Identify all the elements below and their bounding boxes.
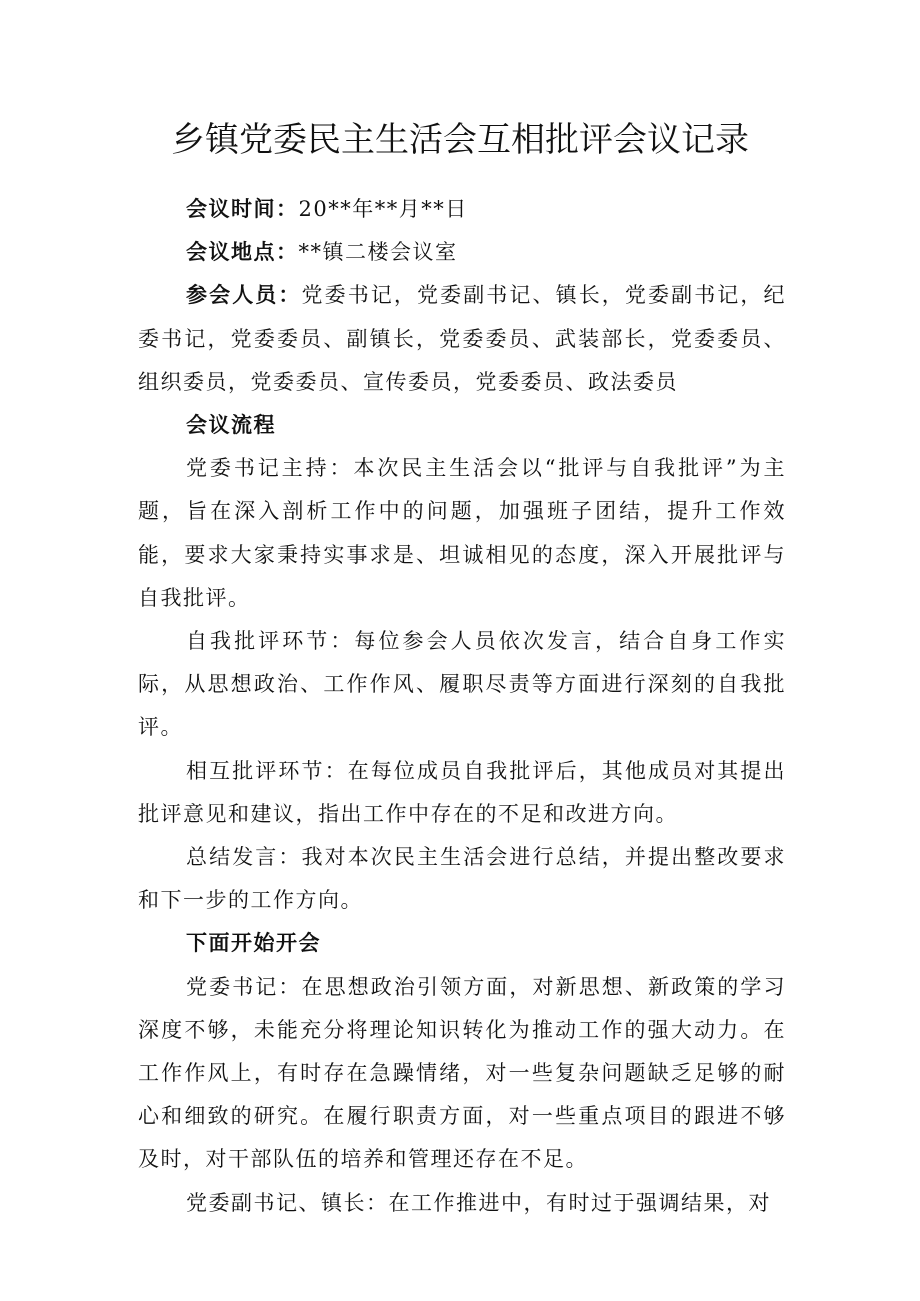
document-body (138, 188, 786, 1225)
meeting-paragraph-party-secretary: 党委书记：在思想政治引领方面，对新思想、新政策的学习深度不够，未能充分将理论知识转化为推动工作的强大动力。在工作作风上，有时存在急躁情绪，对一些复杂问题缺乏足够的耐心和细致的研究。在履行职责方面，对一些重点项目的跟进不够及时，对干部队伍的培养和管理还存在不足。 (138, 974, 786, 1172)
attendees-paragraph (138, 274, 786, 404)
process-paragraph-self-criticism: 自我批评环节：每位参会人员依次发言，结合自身工作实际，从思想政治、工作作风、履职尽责等方面进行深刻的自我批评。 (138, 629, 786, 740)
meeting-time-line (138, 188, 786, 231)
document-title: 乡镇党委民主生活会互相批评会议记录 (171, 120, 749, 160)
meeting-start-heading: 下面开始开会 (186, 931, 321, 956)
attendees-value: 党委书记，党委副书记、镇长，党委副书记，纪委书记，党委委员、副镇长，党委委员、武装部长，党委委员、组织委员，党委委员、宣传委员，党委委员、政法委员 (138, 283, 786, 394)
process-paragraph-host: 党委书记主持：本次民主生活会以“批评与自我批评”为主题，旨在深入剖析工作中的问题，加强班子团结，提升工作效能，要求大家秉持实事求是、坦诚相见的态度，深入开展批评与自我批评。 (138, 456, 786, 610)
meeting-time-label: 会议时间： (186, 197, 299, 221)
meeting-time-value: 20**年**月**日 (298, 197, 468, 221)
meeting-place-line (138, 231, 786, 274)
meeting-place-label: 会议地点： (186, 240, 299, 265)
meeting-paragraph-deputy-secretary-mayor: 党委副书记、镇长：在工作推进中，有时过于强调结果，对 (186, 1190, 771, 1215)
process-paragraph-mutual-criticism: 相互批评环节：在每位成员自我批评后，其他成员对其提出批评意见和建议，指出工作中存在的不足和改进方向。 (138, 758, 786, 826)
meeting-place-value: **镇二楼会议室 (298, 240, 458, 265)
attendees-label: 参会人员： (186, 283, 302, 308)
process-paragraph-summary: 总结发言：我对本次民主生活会进行总结，并提出整改要求和下一步的工作方向。 (138, 845, 786, 913)
process-heading: 会议流程 (186, 413, 276, 438)
